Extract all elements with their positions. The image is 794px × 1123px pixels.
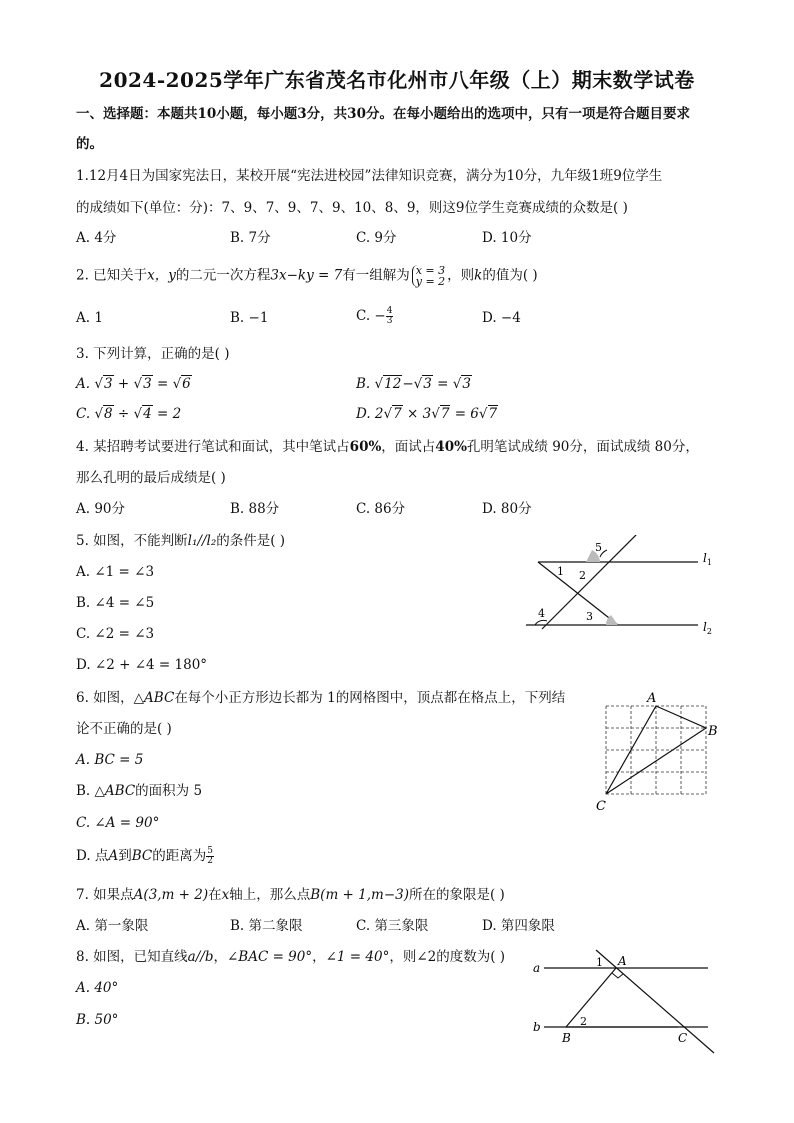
- q5-figure: [520, 535, 720, 645]
- q8-stem: 8. 如图，已知直线a//b，∠BAC = 90°，∠1 = 40°，则∠2的度数为( ): [76, 949, 506, 965]
- q1-option-c: C. 9分: [356, 230, 397, 246]
- q2-stem: 2. 已知关于x，y的二元一次方程3x−ky = 7有一组解为 x = 3 y = 2 ，则k的值为( ): [76, 264, 538, 288]
- section-header-line2: 的。: [76, 136, 103, 152]
- q6-stem-line2: 论不正确的是( ): [76, 721, 172, 737]
- line-ab: [566, 968, 616, 1027]
- label-a: a: [533, 961, 541, 975]
- q6-option-d: D. 点A到BC的距离为 $\frac{5}{2}$: [76, 846, 213, 866]
- label-angle-3: 3: [586, 610, 593, 623]
- q4-option-c: C. 86分: [356, 501, 406, 517]
- q7-stem: 7. 如果点A(3,m + 2)在x轴上，那么点B(m + 1,m−3)所在的象限是( ): [76, 887, 505, 903]
- label-b: b: [533, 1020, 541, 1034]
- q4-option-b: B. 88分: [230, 501, 280, 517]
- q3-option-b: B. √12−√3 = √3: [356, 376, 471, 392]
- label-angle-1: 1: [557, 565, 564, 578]
- q1-stem-line1: 1.12月4日为国家宪法日，某校开展“宪法进校园”法律知识竞赛，满分为10分，九年级1班9位学生: [76, 168, 663, 184]
- grid-lines: [606, 706, 706, 794]
- q4-option-d: D. 80分: [482, 501, 532, 517]
- q1-option-d: D. 10分: [482, 230, 532, 246]
- q6-stem-line1: 6. 如图，△ABC在每个小正方形边长都为 1的网格图中，顶点都在格点上，下列结: [76, 690, 566, 706]
- vertex-c: C: [596, 799, 606, 813]
- label-l1: $l_1$: [703, 551, 712, 567]
- q6-grid-figure: [592, 688, 722, 813]
- q3-stem: 3. 下列计算，正确的是( ): [76, 346, 230, 362]
- label-A: A: [618, 954, 627, 968]
- section-header-line1: 一、选择题：本题共10小题，每小题3分，共30分。在每小题给出的选项中，只有一项是符合题目要求: [76, 106, 690, 122]
- label-B: B: [562, 1031, 571, 1045]
- q5-stem: 5. 如图，不能判断l₁//l₂的条件是( ): [76, 533, 286, 549]
- q6-option-c: C. ∠A = 90°: [76, 815, 160, 831]
- q7-option-a: A. 第一象限: [76, 918, 149, 934]
- vertex-a: A: [647, 691, 657, 706]
- q8-option-a: A. 40°: [76, 980, 119, 996]
- right-angle-mark: [612, 973, 623, 978]
- q4-option-a: A. 90分: [76, 501, 126, 517]
- q1-option-a: A. 4分: [76, 230, 117, 246]
- page-title: 2024-2025学年广东省茂名市化州市八年级（上）期末数学试卷: [99, 68, 695, 92]
- q4-stem-line2: 那么孔明的最后成绩是( ): [76, 470, 226, 486]
- label-C: C: [678, 1031, 688, 1045]
- q2-option-d: D. −4: [482, 310, 521, 326]
- q7-option-b: B. 第二象限: [230, 918, 303, 934]
- q3-option-a: A. √3 + √3 = √6: [76, 376, 191, 392]
- q8-option-b: B. 50°: [76, 1012, 119, 1028]
- q1-stem-line2: 的成绩如下(单位：分)：7、9、7、9、7、9、10、8、9，则这9位学生竞赛成绩的众数是( ): [76, 200, 628, 216]
- q5-option-a: A. ∠1 = ∠3: [76, 564, 155, 580]
- label-angle-2: 2: [580, 1015, 587, 1028]
- q5-option-b: B. ∠4 = ∠5: [76, 595, 155, 611]
- q6-option-b: B. △ABC的面积为 5: [76, 783, 203, 799]
- label-angle-1: 1: [596, 956, 603, 969]
- q5-option-d: D. ∠2 + ∠4 = 180°: [76, 657, 208, 673]
- label-angle-2: 2: [579, 569, 586, 582]
- q2-option-a: A. 1: [76, 310, 103, 326]
- q2-option-c: C. − $\frac{4}{3}$: [356, 306, 393, 326]
- q5-option-c: C. ∠2 = ∠3: [76, 626, 155, 642]
- label-l2: $l_2$: [703, 620, 712, 636]
- q7-option-c: C. 第三象限: [356, 918, 429, 934]
- equation-system: x = 3 y = 2: [412, 265, 445, 287]
- q6-option-a: A. BC = 5: [76, 752, 144, 768]
- angle-4-arc: [535, 620, 547, 625]
- q2-option-b: B. −1: [230, 310, 269, 326]
- q1-option-b: B. 7分: [230, 230, 271, 246]
- q3-option-d: D. 2√7 × 3√7 = 6√7: [356, 406, 498, 422]
- q3-option-c: C. √8 ÷ √4 = 2: [76, 406, 182, 422]
- q8-figure: [528, 945, 728, 1057]
- label-angle-4: 4: [538, 607, 545, 620]
- line-ac: [596, 950, 714, 1053]
- q7-option-d: D. 第四象限: [482, 918, 555, 934]
- label-angle-5: 5: [595, 541, 602, 554]
- vertex-b: B: [708, 724, 718, 739]
- q4-stem-line1: 4. 某招聘考试要进行笔试和面试，其中笔试占60%，面试占40%孔明笔试成绩 90分，面试成绩 80分，: [76, 439, 699, 455]
